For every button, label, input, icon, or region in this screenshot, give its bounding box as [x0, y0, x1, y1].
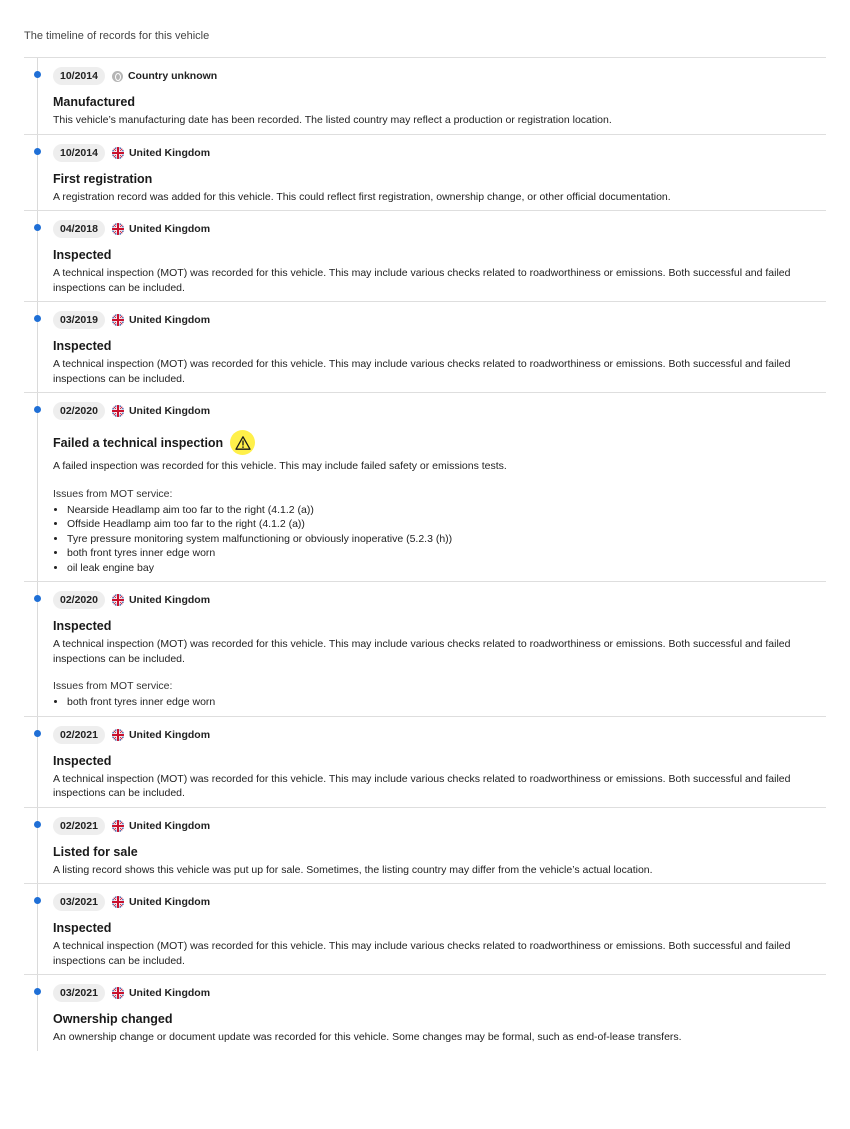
entry-title: Listed for sale [53, 844, 138, 859]
date-badge: 02/2021 [53, 817, 105, 835]
entry-meta [53, 402, 826, 420]
uk-flag-icon [112, 314, 124, 326]
entry-title: Failed a technical inspection [53, 435, 224, 450]
timeline-entry-10 [24, 974, 826, 1051]
entry-title: Ownership changed [53, 1012, 173, 1026]
date-badge: 04/2018 [53, 220, 105, 238]
entry-description: A technical inspection (MOT) was recorded for this vehicle. This may include various checks related to roadworthiness or emissions. Both successful and failed inspections can be included. [53, 267, 791, 294]
timeline-entry-5 [24, 392, 826, 581]
country-name: United Kingdom [128, 314, 211, 326]
timeline-entry-7 [24, 716, 826, 807]
timeline-entry-8 [24, 807, 826, 884]
country-name: United Kingdom [128, 594, 211, 606]
timeline-dot [34, 315, 41, 322]
entry-description: An ownership change or document update was recorded for this vehicle. Some changes may be formal, such as end-of-lease transfers. [53, 1031, 682, 1043]
country-label [112, 987, 210, 999]
timeline-entry-2 [24, 134, 826, 211]
country-label [112, 70, 217, 82]
country-name: United Kingdom [128, 987, 211, 999]
issues-list [53, 503, 826, 576]
country-name: United Kingdom [128, 819, 211, 832]
uk-flag-icon [112, 729, 124, 741]
entry-meta [53, 726, 826, 744]
country-name: United Kingdom [128, 896, 211, 908]
country-name: United Kingdom [128, 405, 211, 417]
date-badge: 10/2014 [53, 67, 105, 85]
issue-item: • both front tyres inner edge worn [67, 546, 826, 561]
issue-item: • oil leak engine bay [67, 561, 826, 576]
issues-label: Issues from MOT service: [53, 680, 173, 692]
entry-meta [53, 984, 826, 1002]
country-name: United Kingdom [128, 728, 211, 741]
date-badge: 03/2021 [53, 984, 105, 1002]
uk-flag-icon [112, 405, 124, 417]
entry-title: Inspected [53, 753, 112, 768]
entry-description: A technical inspection (MOT) was recorded for this vehicle. This may include various checks related to roadworthiness or emissions. Both successful and failed inspections can be included. [53, 772, 791, 799]
entry-description: A failed inspection was recorded for this vehicle. This may include failed safety or emissions tests. [53, 460, 507, 472]
entry-meta [53, 893, 826, 911]
entry-title: Inspected [53, 921, 112, 935]
country-name: Country unknown [127, 70, 218, 82]
issue-item: • Nearside Headlamp aim too far to the right (4.1.2 (a)) [67, 503, 826, 518]
entry-title: Inspected [53, 339, 112, 353]
timeline-dot [34, 406, 41, 413]
date-badge: 10/2014 [53, 144, 105, 162]
country-name: United Kingdom [128, 223, 211, 235]
uk-flag-icon [112, 896, 124, 908]
entry-meta [53, 817, 826, 835]
entry-description: This vehicle’s manufacturing date has been recorded. The listed country may reflect a production or registration location. [53, 114, 612, 126]
timeline-entry-9 [24, 883, 826, 974]
date-badge: 02/2021 [53, 726, 105, 744]
country-label [112, 594, 210, 606]
timeline-entry-3 [24, 210, 826, 301]
uk-flag-icon [112, 820, 124, 832]
date-badge: 02/2020 [53, 402, 105, 420]
entry-meta [53, 144, 826, 162]
uk-flag-icon [112, 594, 124, 606]
entry-title: Inspected [53, 619, 112, 633]
timeline-dot [34, 224, 41, 231]
country-name: United Kingdom [128, 146, 211, 159]
issue-item: • Tyre pressure monitoring system malfunctioning or obviously inoperative (5.2.3 (h)) [67, 532, 826, 547]
timeline-dot [34, 988, 41, 995]
entry-description: A registration record was added for this vehicle. This could reflect first registration, ownership change, or other official documentation. [53, 190, 671, 203]
timeline-dot [34, 730, 41, 737]
country-label [112, 147, 210, 159]
timeline-dot [34, 148, 41, 155]
entry-description: A technical inspection (MOT) was recorded for this vehicle. This may include various checks related to roadworthiness or emissions. Both successful and failed inspections can be included. [53, 638, 791, 665]
warning-icon [230, 430, 255, 455]
issue-item: • Offside Headlamp aim too far to the right (4.1.2 (a)) [67, 517, 826, 532]
entry-title: First registration [53, 171, 153, 186]
entry-title: Inspected [53, 248, 112, 262]
timeline-entry-4 [24, 301, 826, 392]
entry-description: A technical inspection (MOT) was recorded for this vehicle. This may include various checks related to roadworthiness or emissions. Both successful and failed inspections can be included. [53, 358, 791, 385]
timeline-subtitle: The timeline of records for this vehicle [24, 30, 210, 42]
country-label [112, 314, 210, 326]
uk-flag-icon [112, 147, 124, 159]
entry-title: Manufactured [53, 95, 135, 109]
country-label [112, 223, 210, 235]
issue-item: • both front tyres inner edge worn [67, 695, 826, 710]
entry-meta [53, 67, 826, 85]
vehicle-timeline [24, 57, 826, 1051]
timeline-dot [34, 821, 41, 828]
date-badge: 03/2019 [53, 311, 105, 329]
entry-meta [53, 311, 826, 329]
country-label [112, 405, 210, 417]
entry-meta [53, 220, 826, 238]
globe-icon [112, 71, 123, 82]
timeline-entry-6 [24, 581, 826, 716]
entry-meta [53, 591, 826, 609]
country-label [112, 820, 210, 832]
entry-description: A listing record shows this vehicle was put up for sale. Sometimes, the listing country may differ from the vehicle’s actual location. [53, 863, 653, 876]
entry-description: A technical inspection (MOT) was recorded for this vehicle. This may include various checks related to roadworthiness or emissions. Both successful and failed inspections can be included. [53, 940, 791, 967]
uk-flag-icon [112, 223, 124, 235]
date-badge: 03/2021 [53, 893, 105, 911]
timeline-dot [34, 897, 41, 904]
issues-label: Issues from MOT service: [53, 487, 173, 500]
country-label [112, 729, 210, 741]
issues-list [53, 695, 826, 710]
date-badge: 02/2020 [53, 591, 105, 609]
uk-flag-icon [112, 987, 124, 999]
timeline-entry-1 [24, 57, 826, 134]
country-label [112, 896, 210, 908]
timeline-dot [34, 71, 41, 78]
timeline-dot [34, 595, 41, 602]
